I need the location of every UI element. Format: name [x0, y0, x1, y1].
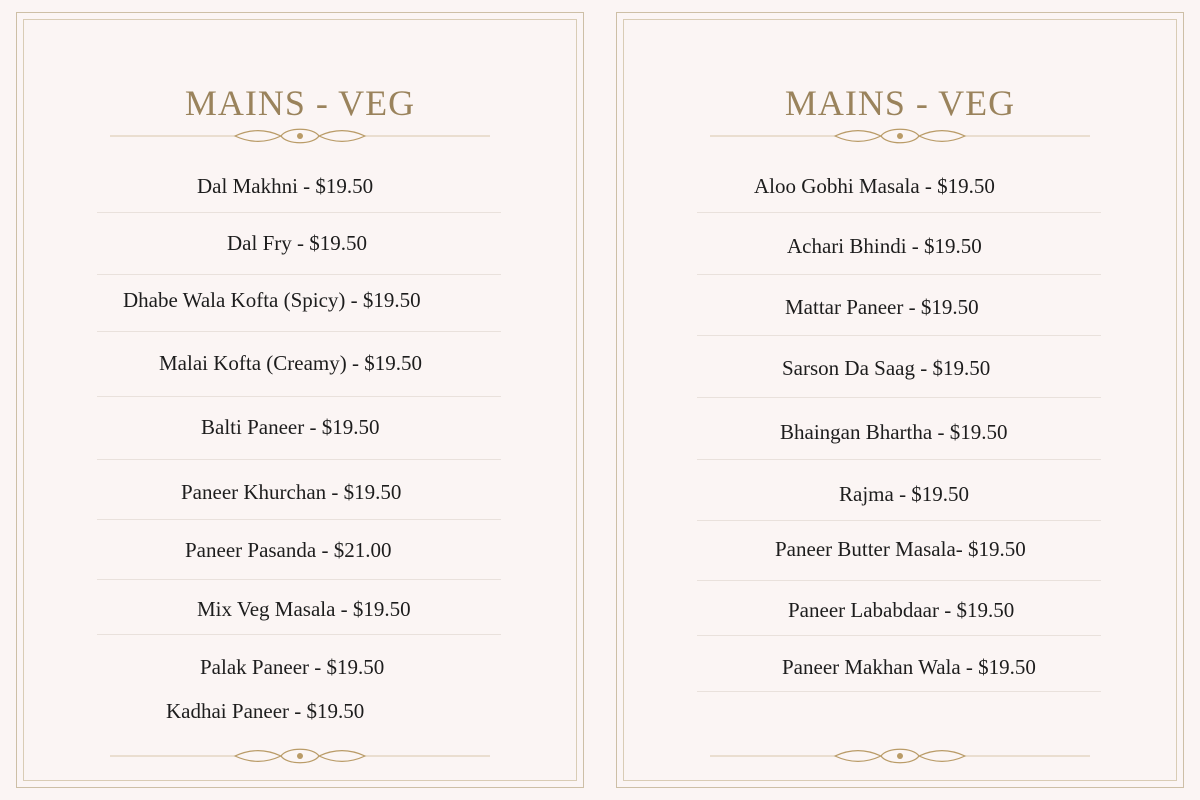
item-divider [97, 212, 501, 213]
item-divider [97, 331, 501, 332]
item-divider [97, 634, 501, 635]
menu-item-paneer-makhan-wala: Paneer Makhan Wala - $19.50 [782, 655, 1036, 679]
menu-item-achari-bhindi: Achari Bhindi - $19.50 [787, 234, 982, 258]
ornament-divider-icon [617, 747, 1183, 767]
item-divider [697, 691, 1101, 692]
menu-item-paneer-butter-masala: Paneer Butter Masala- $19.50 [775, 537, 1026, 561]
menu-item-mattar-paneer: Mattar Paneer - $19.50 [785, 295, 979, 319]
item-divider [697, 635, 1101, 636]
menu-item-paneer-pasanda: Paneer Pasanda - $21.00 [185, 538, 392, 562]
menu-item-balti-paneer: Balti Paneer - $19.50 [201, 415, 380, 439]
item-divider [97, 274, 501, 275]
menu-item-malai-kofta: Malai Kofta (Creamy) - $19.50 [159, 351, 423, 375]
item-divider [97, 579, 501, 580]
menu-item-aloo-gobhi-masala: Aloo Gobhi Masala - $19.50 [754, 174, 995, 198]
item-divider [697, 274, 1101, 275]
item-divider [697, 335, 1101, 336]
menu-item-bhaingan-bhartha: Bhaingan Bhartha - $19.50 [780, 420, 1008, 444]
ornament-divider-icon [17, 747, 583, 767]
page-title: MAINS - VEG [184, 83, 416, 123]
menu-item-paneer-khurchan: Paneer Khurchan - $19.50 [181, 480, 402, 504]
item-divider [97, 396, 501, 397]
page-title: MAINS - VEG [784, 83, 1016, 123]
menu-item-dal-fry: Dal Fry - $19.50 [227, 231, 367, 255]
menu-item-sarson-da-saag: Sarson Da Saag - $19.50 [782, 356, 991, 380]
item-divider [697, 580, 1101, 581]
menu-item-dal-makhni: Dal Makhni - $19.50 [197, 174, 374, 198]
ornament-divider-icon [617, 127, 1183, 147]
item-divider [697, 459, 1101, 460]
menu-item-mix-veg-masala: Mix Veg Masala - $19.50 [197, 597, 411, 621]
item-divider [697, 520, 1101, 521]
menu-item-rajma: Rajma - $19.50 [839, 482, 970, 506]
item-divider [697, 212, 1101, 213]
ornament-divider-icon [17, 127, 583, 147]
menu-panel-right [616, 12, 1184, 788]
menu-item-dhabe-wala-kofta: Dhabe Wala Kofta (Spicy) - $19.50 [123, 288, 421, 312]
menu-item-paneer-lababdaar: Paneer Lababdaar - $19.50 [788, 598, 1015, 622]
menu-item-palak-paneer: Palak Paneer - $19.50 [200, 655, 385, 679]
item-divider [97, 519, 501, 520]
menu-item-kadhai-paneer: Kadhai Paneer - $19.50 [166, 699, 365, 723]
item-divider [97, 459, 501, 460]
menu-panel-left [16, 12, 584, 788]
item-divider [697, 397, 1101, 398]
